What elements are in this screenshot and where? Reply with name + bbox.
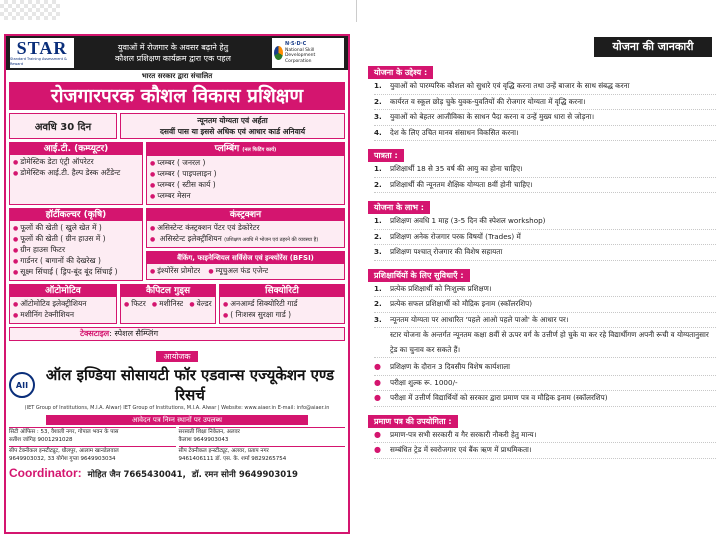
- scheme-section: [368, 60, 716, 141]
- center-contact: 9461406111 डॉ. एस. के. शर्मा 9829265754: [178, 455, 287, 462]
- section-item-number: 2.: [374, 96, 382, 106]
- center-entry: [179, 427, 346, 444]
- course-item: ● ग्रीन हाउस फिटर: [13, 245, 139, 256]
- course-item: ● अनआर्म्ड सिक्योरिटी गार्ड: [223, 299, 341, 310]
- scheme-sections: [368, 60, 716, 461]
- course-box-horticulture: [9, 208, 143, 281]
- scheme-info-title: योजना की जानकारी: [594, 37, 712, 57]
- section-item: [374, 313, 716, 329]
- organization-name: ऑल इण्डिया सोसायटी फॉर एडवान्स एज्यूकेशन एण्ड रिसर्च: [45, 366, 335, 404]
- course-item: ● फूलों की खेती ( ग्रीन हाउस में ): [13, 234, 139, 245]
- application-availability-banner: आवेदन पत्र निम्न स्थानों पर उपलब्ध: [46, 415, 308, 425]
- section-item-number: 3.: [374, 314, 382, 324]
- course-head-capital-goods: कैपिटल गुड्स: [121, 285, 215, 297]
- nsdc-code: N·S·D·C: [284, 41, 307, 47]
- course-item: ● मशीनिंग टेक्नीशियन: [13, 310, 113, 321]
- center-contact: कैलाश 9649903043: [178, 436, 229, 443]
- coordinator-label: Coordinator:: [9, 466, 82, 480]
- scheme-information-panel: [368, 34, 716, 534]
- section-item: [374, 376, 716, 392]
- center-contact: 9649903032, 33 योगेश गुप्ता 9649903034: [9, 455, 116, 462]
- section-item: [374, 79, 716, 95]
- scheme-section: [368, 409, 716, 459]
- course-head-plumbing-note: (नल फिटिंग कार्य): [242, 147, 277, 153]
- section-item-text: प्रशिक्षण पश्चात् रोजगार की विशेष सहायता: [390, 247, 503, 256]
- course-item: ● सूक्ष्म सिंचाई ( ड्रिप-बूंद बूंद सिंचाई ): [13, 267, 139, 278]
- textile-item: स्पेशल सैम्प्लिंग: [114, 329, 159, 338]
- section-item-number: ●: [374, 445, 381, 454]
- section-item-text: प्रशिक्षार्थी की न्यूनतम शैक्षिक योग्यता 8वीं होनी चाहिए।: [390, 179, 533, 189]
- section-item-number: 3.: [374, 247, 382, 256]
- course-item: ● मशीनिस्ट: [152, 299, 184, 310]
- course-item: ● प्लम्बर मेसन: [150, 191, 341, 202]
- section-item: [374, 282, 716, 298]
- course-head-plumbing-label: प्लम्बिंग: [214, 144, 240, 154]
- course-box-capital-goods: [120, 284, 216, 324]
- section-item-text: युवाओं को बेहतर आजीविका के साधन पैदा करना व उन्हें मुख्य धारा से जोड़ना।: [390, 112, 595, 121]
- section-item-text: प्रशिक्षण अनेक रोजगार परक विषयों (Trades) में: [390, 231, 521, 241]
- section-item-text: प्रशिक्षण अवधि 1 माह (3-5 दिन की स्पेशल workshop): [390, 216, 546, 225]
- course-item: ● असिस्टेन्ट कंस्ट्रक्शन पेंटर एवं डेकोरेटर: [150, 223, 341, 234]
- section-item: [374, 297, 716, 313]
- section-item-number: 2.: [374, 231, 382, 241]
- section-item-number: [374, 328, 390, 357]
- ministry-line: भारत सरकार द्वारा संचालित: [141, 72, 213, 80]
- section-item-number: 2.: [374, 299, 382, 308]
- course-box-plumbing: [146, 142, 345, 205]
- section-item: [374, 162, 716, 178]
- course-item-label: असिस्टेन्ट इलेक्ट्रीशियन: [159, 234, 222, 243]
- course-head-horticulture: हॉर्टीकल्चर (कृषि): [10, 209, 142, 221]
- course-head-construction: कंस्ट्रक्शन: [147, 209, 344, 221]
- course-box-automotive: [9, 284, 117, 324]
- organizer-label: आयोजक: [156, 351, 199, 362]
- construction-note: (प्रशिक्षण अवधि में भोजन एवं ठहरने की व्यवस्था है): [224, 237, 319, 243]
- section-item-number: 1.: [374, 283, 382, 293]
- section-item-text: देश के लिए उचित मानव संसाधन विकसित करना।: [390, 127, 519, 137]
- section-item-number: 2.: [374, 179, 382, 189]
- scheme-section: [368, 360, 716, 407]
- section-label: पात्रता :: [368, 149, 404, 162]
- star-logo-word: STAR: [16, 37, 68, 58]
- section-item-number: ●: [374, 393, 381, 402]
- center-entry: [179, 446, 346, 463]
- section-item: [374, 214, 716, 230]
- coordinator-contact: डॉ. रमन सोनी 9649903019: [191, 470, 298, 480]
- textile-strip: टेक्सटाइल: स्पेशल सैम्प्लिंग: [9, 327, 345, 341]
- section-item-number: 4.: [374, 127, 382, 137]
- section-item-number: 1.: [374, 164, 382, 173]
- section-item-text: प्रत्येक प्रशिक्षार्थी को निःशुल्क प्रशिक्षण।: [390, 283, 492, 293]
- section-item: [374, 230, 716, 246]
- section-item-text: प्रत्येक सफल प्रशिक्षार्थी को मौद्रिक इनाम (स्कॉलरशिप): [390, 299, 533, 308]
- star-logo: [10, 38, 74, 68]
- center-address: सरस्वती शिक्षा निकेतन, अलवर: [178, 429, 240, 435]
- center-contact: सतीश जांगिड़ 9001291028: [9, 436, 73, 443]
- course-box-bfsi: [146, 251, 345, 280]
- organization-group-line: (IET Group of Institutions, M.I.A. Alwar) IET Group of Institutions, M.I.A. Alwar | Website: www.aiaer.in E-mail: info@aiaer.in: [24, 405, 330, 411]
- section-item: [374, 443, 716, 459]
- course-head-it: आई.टी. (कम्प्यूटर): [10, 143, 142, 155]
- section-item: [374, 126, 716, 142]
- course-box-it: [9, 142, 143, 205]
- course-item: ● वेल्डर: [189, 299, 211, 310]
- course-head-plumbing: [147, 143, 344, 156]
- section-item-number: ●: [374, 377, 381, 387]
- course-item: ● ( निःशस्त्र सुरक्षा गार्ड ): [223, 310, 341, 321]
- section-item-text: प्रशिक्षार्थी 18 से 35 वर्ष की आयु का होना चाहिए।: [390, 164, 523, 173]
- section-item: [374, 110, 716, 126]
- textile-label: टेक्सटाइल: [80, 329, 110, 338]
- section-label: प्रशिक्षार्थियों के लिए सुविधाएँ :: [368, 269, 470, 282]
- section-item-text: न्यूनतम योग्यता पर आधारित 'पहले आओ पहले पाओ' के आधार पर।: [390, 314, 569, 324]
- center-entry: [9, 446, 176, 463]
- course-item: ● गार्डनर ( बागानों की देखरेख ): [13, 256, 139, 267]
- section-item-text: प्रमाण-पत्र सभी सरकारी व गैर सरकारी नौकरी हेतु मान्य।: [390, 429, 537, 439]
- section-item-text: सम्बंधित ट्रेड में स्वरोजगार एवं बैंक ऋण में प्राथमिकता।: [390, 445, 532, 454]
- center-address: सिटी ऑफिस : 53, वैशाली नगर, गोपाल भवन के पास: [9, 429, 119, 435]
- course-item: ● फिटर: [124, 299, 146, 310]
- nsdc-name: National Skill Development Corporation: [284, 47, 316, 64]
- section-item-number: 3.: [374, 112, 382, 121]
- section-label: प्रमाण पत्र की उपयोगिता :: [368, 415, 458, 428]
- section-item: [374, 360, 716, 376]
- center-address: सीप टेक्नीकल इन्स्टीट्यूट, अलवर, प्रताप नगर: [178, 448, 269, 454]
- course-item: ● इंश्योरेंस प्रोमोटर: [150, 266, 200, 277]
- eligibility-text: दसवीं पास या इससे अधिक एवं आधार कार्ड अनिवार्य: [159, 127, 306, 136]
- corner-pattern: [0, 0, 60, 20]
- course-item: ● प्लम्बर ( जनरल ): [150, 158, 341, 169]
- nsdc-emblem-icon: [274, 46, 283, 60]
- section-item-number: 1.: [374, 216, 382, 225]
- section-item-text: परीक्षा में उत्तीर्ण विद्यार्थियों को सरकार द्वारा प्रमाण पत्र व मौद्रिक इनाम (स्कॉलरशिप): [390, 393, 608, 402]
- center-entry: [9, 427, 176, 444]
- eligibility-box: [120, 113, 345, 139]
- course-item: ● प्लम्बर ( स्टीस कार्य ): [150, 180, 341, 191]
- coordinator-contact: मोहित जैन 7665430041,: [87, 470, 186, 480]
- tagline-line-1: युवाओं में रोजगार के अवसर बढ़ाने हेतु: [117, 43, 229, 52]
- poster-main-title: रोजगारपरक कौशल विकास प्रशिक्षण: [9, 82, 345, 110]
- section-item-number: ●: [374, 362, 381, 371]
- tagline-line-2: कौशल प्रशिक्षण कार्यक्रम द्वारा एक पहल: [115, 54, 231, 63]
- course-head-bfsi: बैंकिंग, फाइनेन्शियल सर्विसेज एवं इन्श्योरेंस (BFSI): [147, 252, 344, 264]
- section-label: योजना के उद्देश्य :: [368, 66, 433, 79]
- section-label: योजना के लाभ :: [368, 201, 430, 214]
- section-item-text: कार्यरत व स्कूल छोड़ चुके युवक-युवतियों की रोजगार योग्यता में वृद्धि करना।: [390, 96, 586, 106]
- poster-header-band: [6, 36, 348, 70]
- course-box-security: [219, 284, 345, 324]
- nsdc-logo: [272, 38, 344, 68]
- section-item: [374, 428, 716, 444]
- course-item: ● म्यूचुअल फंड एजेन्ट: [208, 266, 268, 277]
- course-item: ● डोमेस्टिक आई.टी. हैल्प डेस्क अटैंडेन्ट: [13, 168, 139, 179]
- scheme-section: [368, 143, 716, 193]
- scheme-section: [368, 195, 716, 261]
- section-item: [374, 391, 716, 407]
- section-item-text: युवाओं को पारम्परिक कौशल को सुधारे एवं वृद्धि करना तथा उन्हें बाजार के साथ संबद्ध करना: [390, 81, 630, 90]
- section-item-number: 1.: [374, 81, 382, 90]
- section-item-text: स्टार योजना के अन्तर्गत न्यूनतम कक्षा 8वीं से ऊपर वर्ग के उत्तीर्ण हो चुके या कर रहे विद्यार्थीगण अपनी रूची व योग्यतानुसार ट्रेड का चुनाव कर सकते हैं।: [390, 330, 709, 354]
- center-address: सीप टेक्नीकल इन्स्टीट्यूट, धौलपुर, आलाम खानडेलवाल: [9, 448, 119, 454]
- course-head-security: सिक्योरिटी: [220, 285, 344, 297]
- organization-emblem-icon: [9, 372, 35, 398]
- section-item: [374, 245, 716, 261]
- scheme-section: [368, 263, 716, 359]
- section-item-text: प्रशिक्षण के दौरान 3 दिवसीय विशेष कार्यशाला: [390, 362, 510, 371]
- divider-line: [356, 0, 357, 22]
- eligibility-heading: न्यूनतम योग्यता एवं अर्हता: [197, 116, 268, 125]
- section-item-number: ●: [374, 429, 381, 439]
- coordinator-line: [9, 466, 345, 480]
- training-poster: [4, 34, 350, 534]
- course-item: ● ऑटोमोटिव इलेक्ट्रीशियन: [13, 299, 113, 310]
- duration-box: अवधि 30 दिन: [9, 113, 117, 139]
- course-head-automotive: ऑटोमोटिव: [10, 285, 116, 297]
- course-item: ● डोमेस्टिक डेटा एंट्री ऑपरेटर: [13, 157, 139, 168]
- course-box-construction: [146, 208, 345, 248]
- course-item: ● प्लम्बर ( पाइपलाइन ): [150, 169, 341, 180]
- star-logo-subtitle: Standard Training Assessment & Reward: [10, 56, 67, 66]
- section-item-text: परीक्षा शुल्क रू. 1000/-: [390, 377, 458, 387]
- emblem-text: AII: [15, 380, 29, 390]
- poster-tagline: [74, 42, 272, 64]
- course-item: [150, 234, 341, 245]
- course-item: ● फूलों की खेती ( खुले खेत में ): [13, 223, 139, 234]
- section-item: [374, 178, 716, 194]
- section-item: [374, 95, 716, 111]
- section-item: [374, 328, 716, 358]
